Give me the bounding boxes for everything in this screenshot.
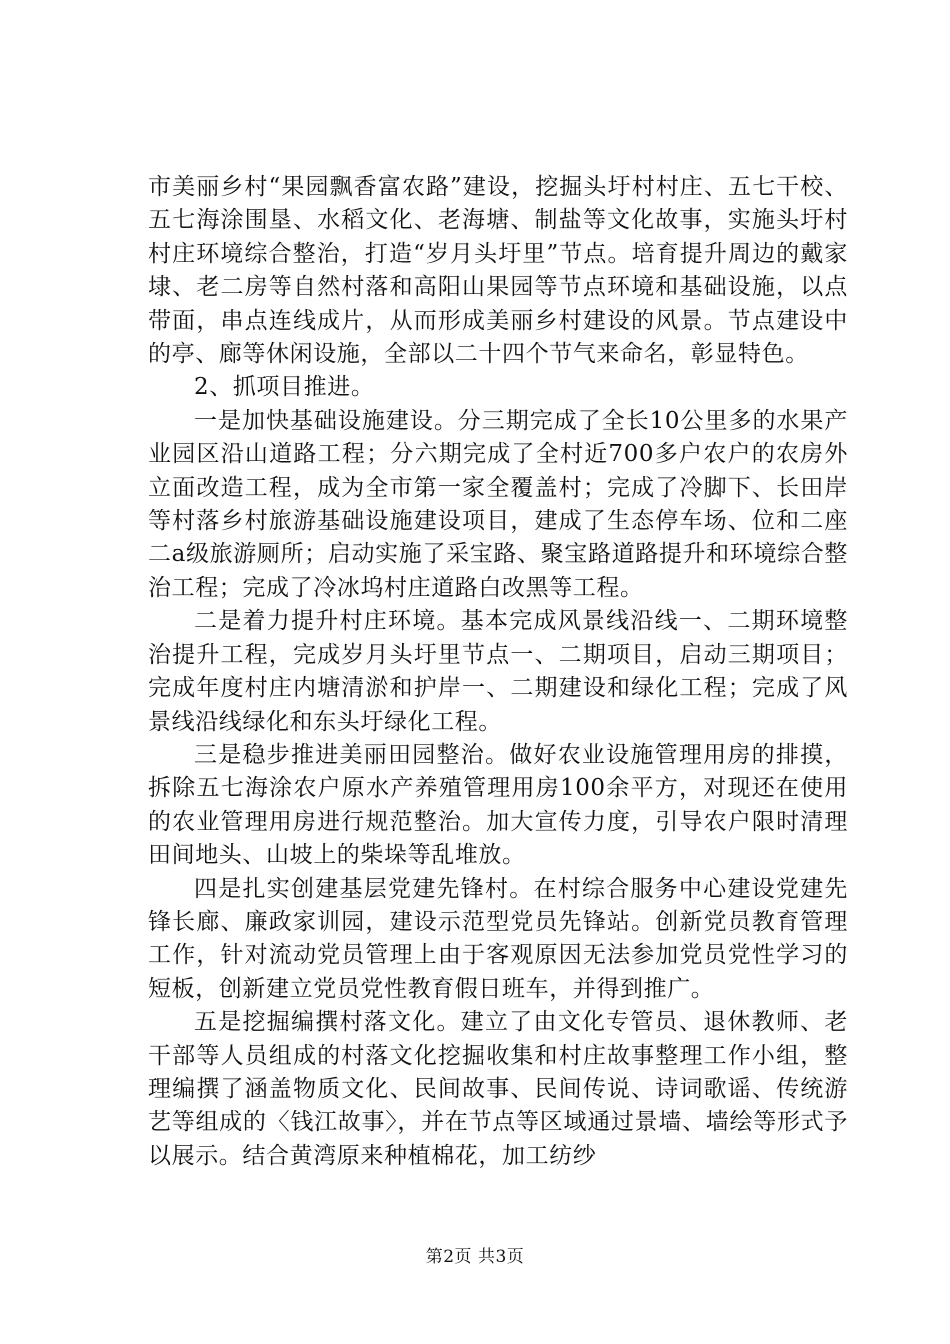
paragraph-infrastructure: 一是加快基础设施建设。分三期完成了全长10公里多的水果产业园区沿山道路工程；分六期完成了全村近700多户农户的农房外立面改造工程，成为全市第一家全覆盖村；完成了冷脚下、长田岸等村落乡村旅游基础设施建设项目，建成了生态停车场、位和二座二a级旅游厕所；启动实施了采宝路、聚宝路道路提升和环境综合整治工程；完成了冷冰坞村庄道路白改黑等工程。 [148, 407, 848, 601]
document-body [148, 171, 848, 1173]
page-number-footer: 第2页 共3页 [425, 1247, 525, 1267]
paragraph-party-building: 四是扎实创建基层党建先锋村。在村综合服务中心建设党建先锋长廊、廉政家训园，建设示范型党员先锋站。创新党员教育管理工作，针对流动党员管理上由于客观原因无法参加党员党性学习的短板，创新建立党员党性教育假日班车，并得到推广。 [148, 875, 848, 1002]
section-heading-project-promotion: 2、抓项目推进。 [194, 374, 375, 401]
paragraph-village-environment: 二是着力提升村庄环境。基本完成风景线沿线一、二期环境整治提升工程，完成岁月头圩里节点一、二期项目，启动三期项目；完成年度村庄内塘清淤和护岸一、二期建设和绿化工程；完成了风景线沿线绿化和东头圩绿化工程。 [148, 608, 848, 735]
paragraph-village-culture: 五是挖掘编撰村落文化。建立了由文化专管员、退休教师、老干部等人员组成的村落文化挖掘收集和村庄故事整理工作小组，整理编撰了涵盖物质文化、民间故事、民间传说、诗词歌谣、传统游艺等组成的〈钱江故事〉，并在节点等区域通过景墙、墙绘等形式予以展示。结合黄湾原来种植棉花，加工纺纱 [148, 1009, 848, 1169]
paragraph-continuation: 市美丽乡村“果园飘香富农路”建设，挖掘头圩村村庄、五七干校、五七海涂围垦、水稻文化、老海塘、制盐等文化故事，实施头圩村村庄环境综合整治，打造“岁月头圩里”节点。培育提升周边的戴家埭、老二房等自然村落和高阳山果园等节点环境和基础设施，以点带面，串点连线成片，从而形成美丽乡村建设的风景。节点建设中的亭、廊等休闲设施，全部以二十四个节气来命名，彰显特色。 [148, 174, 848, 368]
paragraph-field-renovation: 三是稳步推进美丽田园整治。做好农业设施管理用房的排摸，拆除五七海涂农户原水产养殖管理用房100余平方，对现还在使用的农业管理用房进行规范整治。加大宣传力度，引导农户限时清理田间地头、山坡上的柴垛等乱堆放。 [148, 741, 848, 869]
